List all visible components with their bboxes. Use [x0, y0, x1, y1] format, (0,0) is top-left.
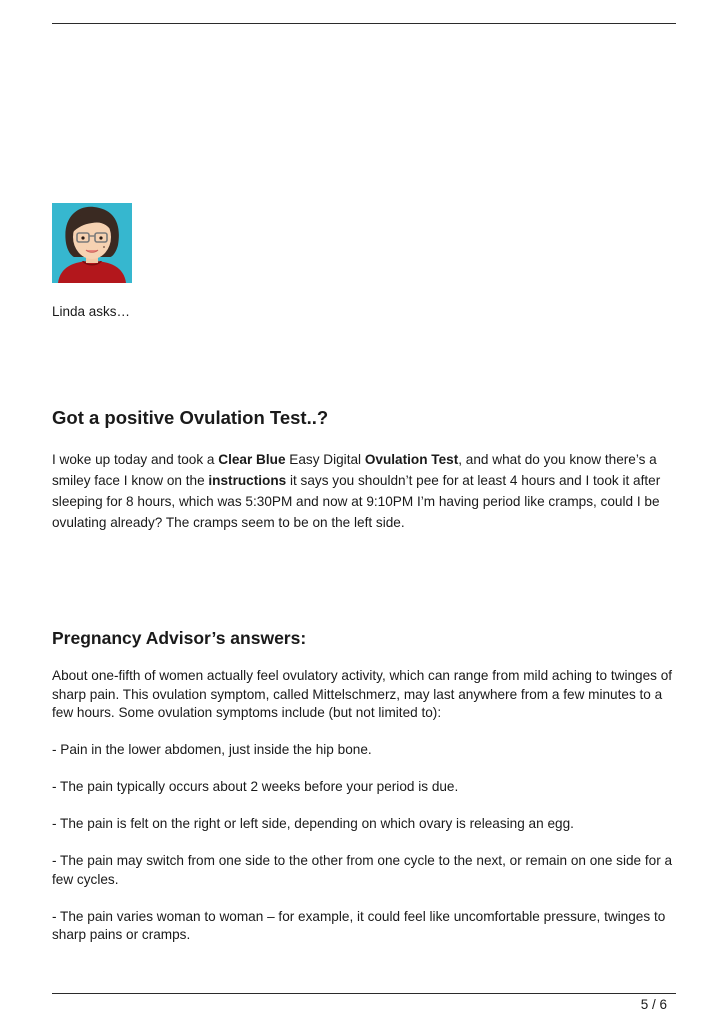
question-text: I woke up today and took a — [52, 452, 219, 467]
answer-list-item: - Pain in the lower abdomen, just inside the hip bone. — [52, 742, 372, 757]
footer-rule — [52, 993, 676, 994]
answer-body — [52, 667, 677, 963]
page-number: 5 / 6 — [640, 997, 667, 1012]
question-title: Got a positive Ovulation Test..? — [52, 407, 329, 428]
answer-list-item: - The pain is felt on the right or left side, depending on which ovary is releasing an egg. — [52, 816, 574, 831]
answer-list-item: - The pain typically occurs about 2 weeks before your period is due. — [52, 779, 459, 794]
cartoon-avatar-icon — [52, 203, 132, 283]
answer-list-item: - The pain may switch from one side to the other from one cycle to the next, or remain on one side for a few cycles. — [52, 853, 673, 887]
product-name: Ovulation Test — [364, 452, 459, 467]
header-rule — [52, 23, 676, 24]
product-brand: Clear Blue — [218, 452, 286, 467]
question-text: it says you shouldn’t pee for at least 4 hours and I took it after sleeping for 8 hours, which was 5:30PM and now at 9:10PM I’m having period like cramps, could I be ovulating already? The cramps seem to be on the left side. — [52, 473, 661, 530]
answers-title: Pregnancy Advisor’s answers: — [52, 628, 307, 648]
question-text: , and what do you know there’s a smiley face I know on the — [52, 452, 657, 488]
instructions-keyword: instructions — [208, 473, 287, 488]
question-body — [52, 449, 677, 533]
answer-paragraph: About one-fifth of women actually feel ovulatory activity, which can range from mild aching to twinges of sharp pain. This ovulation symptom, called Mittelschmerz, may last anywhere from a few minutes to a few hours. Some ovulation symptoms include (but not limited to): — [52, 668, 673, 720]
answer-list-item: - The pain varies woman to woman – for example, it could feel like uncomfortable pressure, twinges to sharp pains or cramps. — [52, 908, 666, 942]
asker-label: Linda asks… — [52, 304, 131, 319]
question-text: Easy Digital — [285, 452, 365, 467]
asker-avatar — [52, 203, 132, 283]
